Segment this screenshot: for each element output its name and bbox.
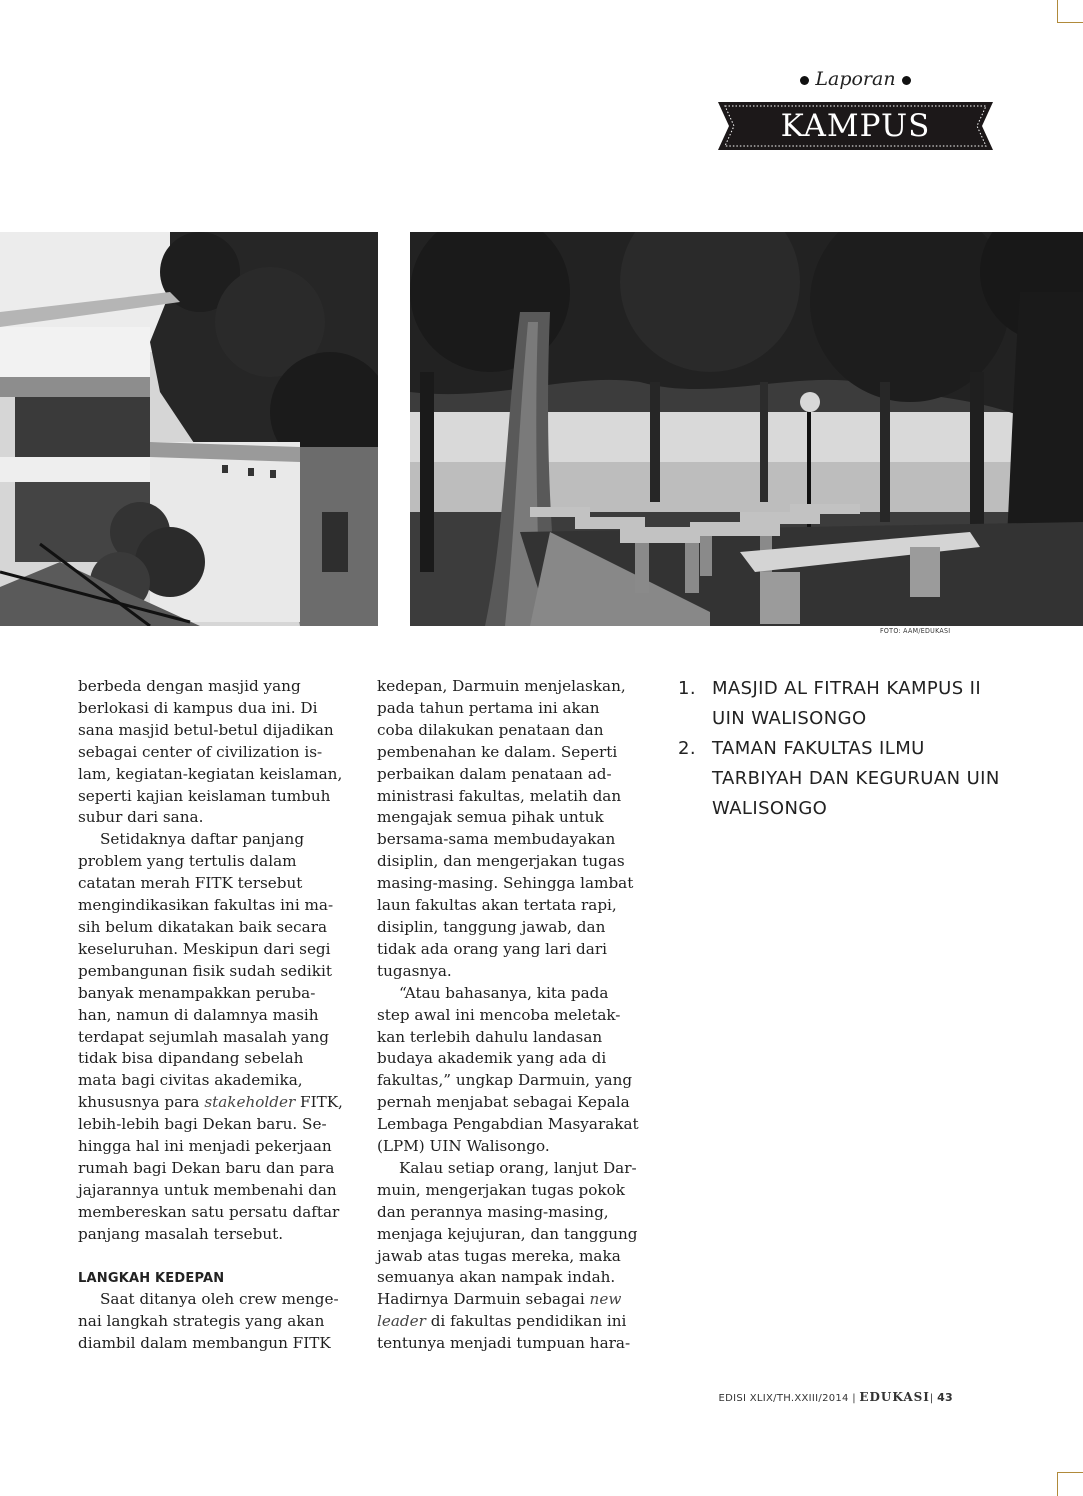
col2-paragraph-3 [377, 1158, 662, 1355]
text-line: berlokasi di kampus dua ini. Di [78, 698, 318, 717]
text-line: nai langkah strategis yang akan [78, 1312, 325, 1331]
italic-term: leader [377, 1312, 426, 1331]
text-line: Setidaknya daftar panjang [100, 830, 305, 849]
section-label-text: Laporan [815, 68, 896, 90]
caption-text: MASJID AL FITRAH KAMPUS II UIN WALISONGO [712, 678, 982, 729]
text-line: sana masjid betul-betul dijadikan [78, 720, 334, 739]
footer-separator: | [852, 1393, 856, 1404]
text-line: pernah menjabat sebagai Kepala [377, 1093, 630, 1112]
page-number: 43 [937, 1391, 953, 1404]
text-line: tentunya menjadi tumpuan hara- [377, 1334, 631, 1353]
text-line: dan perannya masing-masing, [377, 1202, 609, 1221]
bullet-dot-left [800, 76, 809, 85]
text-line: laun fakultas akan tertata rapi, [377, 896, 617, 915]
text-line: sih belum dikatakan baik secara [78, 917, 328, 936]
text-line: bersama-sama membudayakan [377, 830, 616, 849]
col2-paragraph-2 [377, 983, 662, 1158]
edition-info: EDISI XLIX/TH.XXIII/2014 [718, 1393, 849, 1404]
text-line [377, 1289, 662, 1311]
text-run: khususnya para [78, 1093, 205, 1112]
text-line: step awal ini mencoba meletak- [377, 1005, 621, 1024]
subheading: LANGKAH KEDEPAN [78, 1270, 225, 1286]
text-line: catatan merah FITK tersebut [78, 874, 303, 893]
magazine-name: EDUKASI [859, 1390, 930, 1404]
text-line: mata bagi civitas akademika, [78, 1071, 303, 1090]
text-line: pembangunan fisik sudah sedikit [78, 961, 332, 980]
text-line: Lembaga Pengabdian Masyarakat [377, 1115, 639, 1134]
photo-credit: FOTO: AAM/EDUKASI [880, 627, 951, 635]
text-line: semuanya akan nampak indah. [377, 1268, 616, 1287]
text-line: budaya akademik yang ada di [377, 1049, 607, 1068]
text-line: pada tahun pertama ini akan [377, 698, 600, 717]
text-line: kan terlebih dahulu landasan [377, 1027, 603, 1046]
photo-masjid-al-fitrah [0, 232, 378, 626]
paragraph-gap [78, 1246, 358, 1268]
text-line: sebagai center of civilization is- [78, 742, 323, 761]
text-line: tidak bisa dipandang sebelah [78, 1049, 304, 1068]
text-line [78, 1092, 358, 1114]
text-line: tugasnya. [377, 961, 452, 980]
col2-paragraph-1 [377, 676, 662, 983]
italic-term: stakeholder [204, 1093, 296, 1112]
text-line: Saat ditanya oleh crew menge- [100, 1290, 339, 1309]
page-footer [700, 1390, 953, 1404]
text-line: diambil dalam membangun FITK [78, 1334, 331, 1353]
bullet-dot-right [902, 76, 911, 85]
text-line: ministrasi fakultas, melatih dan [377, 786, 622, 805]
text-line: terdapat sejumlah masalah yang [78, 1027, 329, 1046]
photo-caption [678, 674, 1008, 734]
text-run: FITK, [295, 1093, 343, 1112]
footer-separator: | [929, 1393, 934, 1404]
photo-taman-fakultas [410, 232, 1083, 626]
text-line: mengindikasikan fakultas ini ma- [78, 896, 334, 915]
crop-mark-bottom-h [1057, 1472, 1083, 1473]
text-line: lam, kegiatan-kegiatan keislaman, [78, 764, 343, 783]
text-line: jajarannya untuk membenahi dan [78, 1180, 337, 1199]
text-run: di fakultas pendidikan ini [425, 1312, 627, 1331]
text-line: tidak ada orang yang lari dari [377, 939, 607, 958]
text-line: fakultas,” ungkap Darmuin, yang [377, 1071, 633, 1090]
text-line: keseluruhan. Meskipun dari segi [78, 939, 331, 958]
crop-mark-top-h [1057, 22, 1083, 23]
text-line [377, 1311, 662, 1333]
text-line: disiplin, tanggung jawab, dan [377, 917, 606, 936]
text-run: Hadirnya Darmuin sebagai [377, 1290, 590, 1309]
text-line: perbaikan dalam penataan ad- [377, 764, 612, 783]
text-line: jawab atas tugas mereka, maka [377, 1246, 621, 1265]
text-line: seperti kajian keislaman tumbuh [78, 786, 331, 805]
article-column-2 [377, 676, 662, 1355]
text-line: panjang masalah tersebut. [78, 1224, 284, 1243]
text-line: masing-masing. Sehingga lambat [377, 874, 634, 893]
text-line: disiplin, dan mengerjakan tugas [377, 852, 625, 871]
italic-term: new [589, 1290, 622, 1309]
photo-caption-list [678, 674, 1008, 824]
text-line: problem yang tertulis dalam [78, 852, 297, 871]
text-line: subur dari sana. [78, 808, 204, 827]
text-line: berbeda dengan masjid yang [78, 677, 301, 695]
crop-mark-top-v [1057, 0, 1058, 22]
text-line: rumah bagi Dekan baru dan para [78, 1158, 335, 1177]
photo-caption [678, 734, 1008, 824]
caption-text: TAMAN FAKULTAS ILMU TARBIYAH DAN KEGURUAN UIN WALISONGO [712, 738, 1000, 819]
text-line: muin, mengerjakan tugas pokok [377, 1180, 625, 1199]
text-line: mengajak semua pihak untuk [377, 808, 604, 827]
text-line: banyak menampakkan peruba- [78, 983, 316, 1002]
col1-paragraph-2 [78, 829, 358, 1245]
col1-paragraph-1 [78, 676, 358, 829]
section-banner [718, 102, 993, 150]
col1-paragraph-3 [78, 1289, 358, 1355]
caption-number: 1. [678, 678, 696, 699]
text-line: “Atau bahasanya, kita pada [399, 983, 609, 1002]
text-line: pembenahan ke dalam. Seperti [377, 742, 618, 761]
text-line: Kalau setiap orang, lanjut Dar- [399, 1158, 637, 1177]
article-column-1 [78, 676, 358, 1355]
text-line: lebih-lebih bagi Dekan baru. Se- [78, 1115, 327, 1134]
text-line: han, namun di dalamnya masih [78, 1005, 319, 1024]
text-line: membereskan satu persatu daftar [78, 1202, 340, 1221]
text-line: coba dilakukan penataan dan [377, 720, 604, 739]
caption-number: 2. [678, 738, 696, 759]
banner-title: KAMPUS [780, 108, 931, 144]
text-line: menjaga kejujuran, dan tanggung [377, 1224, 638, 1243]
text-line: hingga hal ini menjadi pekerjaan [78, 1137, 332, 1156]
crop-mark-bottom-v [1057, 1472, 1058, 1496]
text-line: kedepan, Darmuin menjelaskan, [377, 677, 626, 695]
section-label [718, 68, 993, 90]
text-line: (LPM) UIN Walisongo. [377, 1137, 550, 1156]
